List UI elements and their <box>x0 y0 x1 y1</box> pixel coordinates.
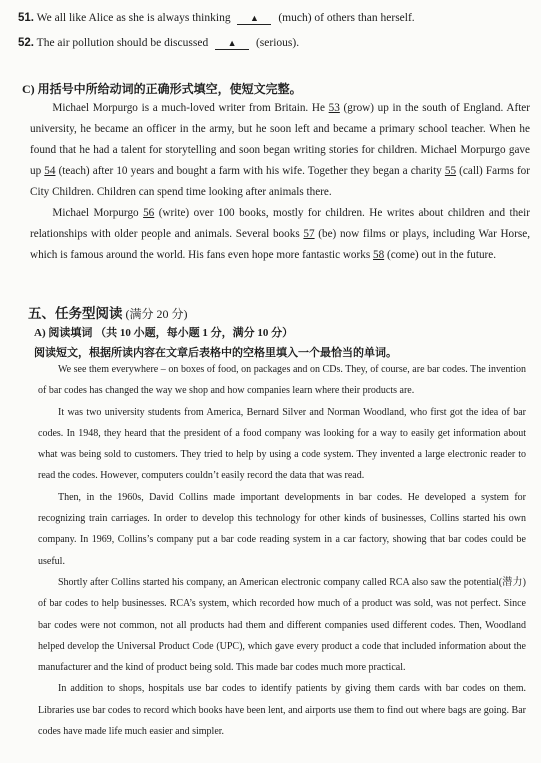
question-51 <box>18 12 415 25</box>
blank-54: 54 <box>44 165 56 177</box>
section-c-passage <box>30 98 530 266</box>
text-run: Michael Morpurgo is a much-loved writer from Britain. He <box>52 102 329 114</box>
part-a-heading: A) 阅读填词 （共 10 小题，每小题 1 分，满分 10 分） <box>34 327 294 339</box>
text-run: (grow) up in the south of England. After university, he became an officer in the army, but he soon left and became a primary school teacher. When he found that he had a talent for storytelling and soon began writing stories for children. Michael Morpurgo gave up <box>30 102 530 177</box>
text-run: Michael Morpurgo <box>52 207 144 219</box>
answer-blank-triangle: ▲ <box>215 38 249 50</box>
text-run: (write) over 100 books, mostly for children. He writes about children and their relationships with older people and animals. Several books <box>30 207 530 240</box>
section-5-heading <box>28 302 188 322</box>
question-52 <box>18 37 299 50</box>
section-title: 五、任务型阅读 <box>28 306 123 321</box>
section-c-heading: C) 用括号中所给动词的正确形式填空，使短文完整。 <box>22 82 302 96</box>
passage-paragraph: It was two university students from America, Bernard Silver and Norman Woodland, who first got the idea of bar codes. In 1948, they heard that the president of a food company was looking for a way to easily get information about what was being sold to customers. They tried to help by using a code system. They invented a large electronic reader to read the codes. However, computers couldn’t easily record the data that was read. <box>38 406 526 482</box>
section-score: (满分 20 分) <box>125 307 188 321</box>
question-text: The air pollution should be discussed <box>36 37 209 49</box>
question-hint: (much) of others than herself. <box>278 12 415 24</box>
passage-paragraph <box>30 98 530 203</box>
reading-passage <box>38 359 526 742</box>
question-hint: (serious). <box>255 37 300 49</box>
instruction: 阅读短文，根据所读内容在文章后表格中的空格里填入一个最恰当的单词。 <box>34 347 397 359</box>
passage-paragraph: In addition to shops, hospitals use bar codes to identify patients by giving them cards with bar codes on them. Libraries use bar codes to record which books have been lent, and airports use them to find out where bags are going. Bar codes have made life much easier and simpler. <box>38 683 526 738</box>
text-run: (come) out in the future. <box>384 249 497 261</box>
blank-56: 56 <box>143 207 155 219</box>
question-number: 51. <box>18 12 34 24</box>
blank-57: 57 <box>303 228 315 240</box>
passage-paragraph: We see them everywhere – on boxes of food, on packages and on CDs. They, of course, are bar codes. The invention of bar codes has changed the way we shop and how companies learn where their products are. <box>38 364 526 397</box>
text-run: (teach) after 10 years and bought a farm with his wife. Together they began a charity <box>55 165 445 177</box>
answer-blank-triangle: ▲ <box>237 13 271 25</box>
blank-58: 58 <box>373 249 385 261</box>
question-text: We all like Alice as she is always thinking <box>36 12 231 24</box>
passage-paragraph: Then, in the 1960s, David Collins made important developments in bar codes. He developed a system for recognizing train carriages. In order to develop this technology for other kinds of businesses, Collins started his own company. In 1969, Collins’s company put a bar code reading system in a car factory, showing that bar codes could be useful. <box>38 491 526 567</box>
text-run: (be) now films or plays, including War Horse, which is famous around the world. His fans even hope more fantastic works <box>30 228 530 261</box>
question-number: 52. <box>18 37 34 49</box>
passage-paragraph <box>30 203 530 266</box>
text-run: (call) Farms for City Children. Children can spend time looking after animals there. <box>30 165 530 198</box>
blank-53: 53 <box>328 102 340 114</box>
blank-55: 55 <box>444 165 457 177</box>
passage-paragraph: Shortly after Collins started his company, an American electronic company called RCA also saw the potential(潜力) of bar codes to help businesses. RCA’s system, which recorded how much of a product was sold, was not perfect. Since bar codes were not common, not all products had them and different companies used different codes. Then, Woodland helped develop the Universal Product Code (UPC), which gave every product a code that included information about the manufacturer and the kind of product being sold. This made bar codes much more practical. <box>38 576 526 674</box>
